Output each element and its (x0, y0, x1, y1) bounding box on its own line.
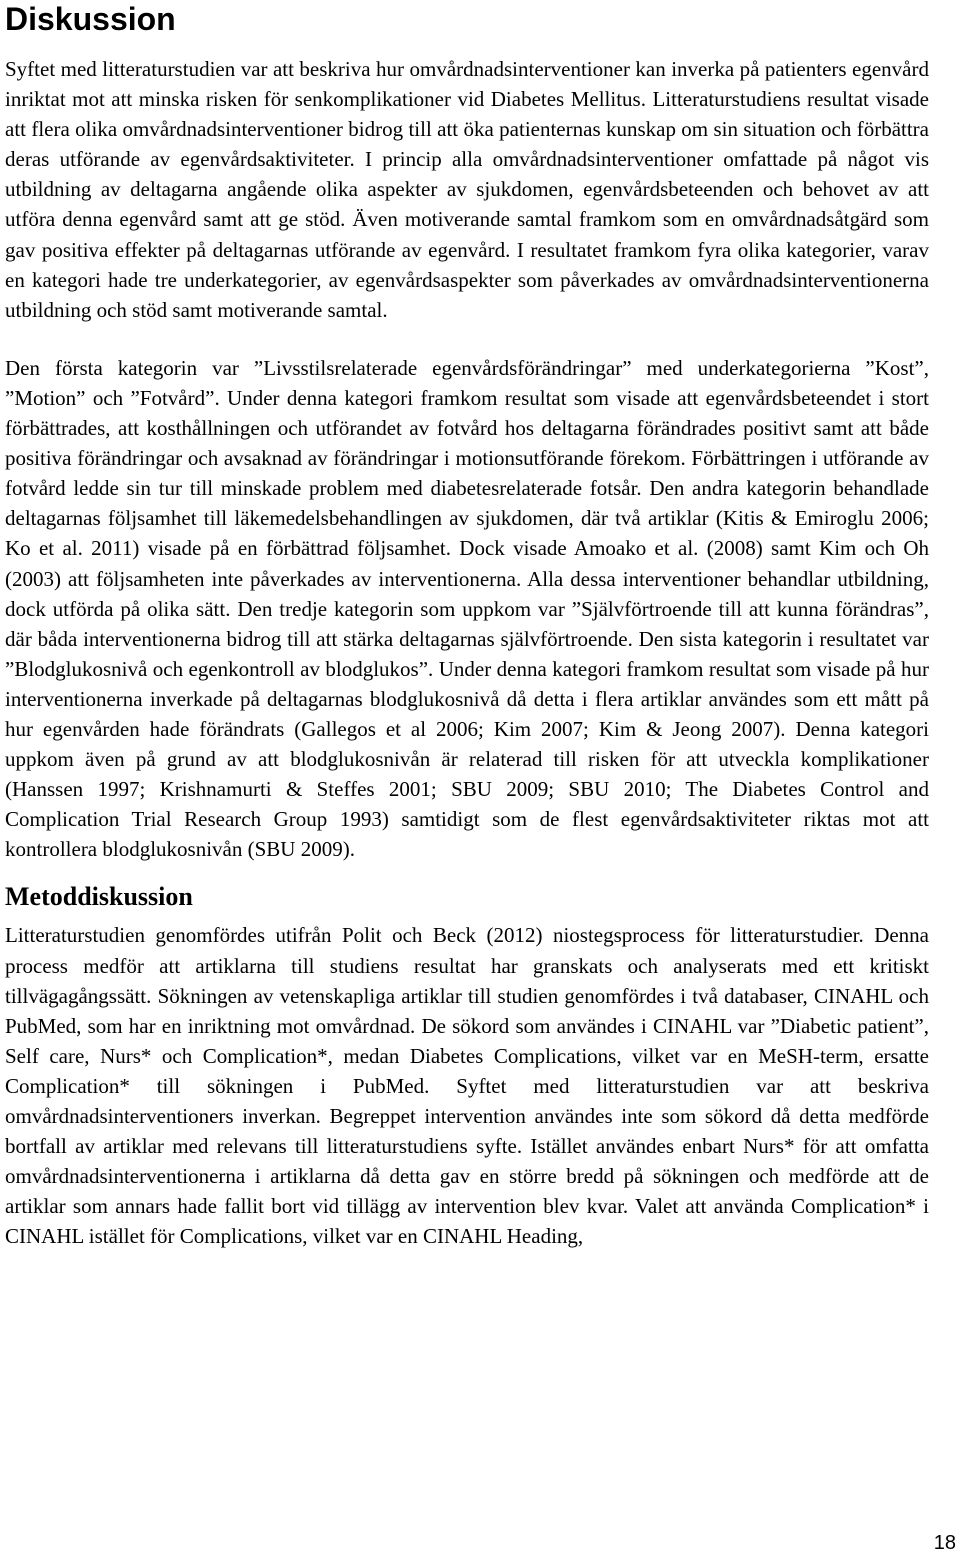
discussion-paragraph-1: Syftet med litteraturstudien var att beskriva hur omvårdnadsinterventioner kan inverka på patienters egenvård inriktat mot att minska risken för senkomplikationer vid Diabetes Mellitus. Litteraturstudiens resultat visade att flera olika omvårdnadsinterventioner bidrog till att öka patienternas kunskap om sin situation och förbättra deras utförande av egenvårdsaktiviteter. I princip alla omvårdnadsinterventioner omfattade på något vis utbildning av deltagarna angående olika aspekter av sjukdomen, egenvårdsbeteenden och behovet av att utföra denna egenvård samt att ge stöd. Även motiverande samtal framkom som en omvårdnadsåtgärd som gav positiva effekter på deltagarnas utförande av egenvård. I resultatet framkom fyra olika kategorier, varav en kategori hade tre underkategorier, av egenvårdsaspekter som påverkades av omvårdnadsinterventionerna utbildning och stöd samt motiverande samtal. (5, 57, 929, 322)
subsection-heading: Metoddiskussion (5, 882, 193, 912)
method-paragraph: Litteraturstudien genomfördes utifrån Polit och Beck (2012) niostegsprocess för litteraturstudier. Denna process medför att artiklarna till studiens resultat har granskats och analyserats med ett kritiskt tillvägagångssätt. Sökningen av vetenskapliga artiklar till studien genomfördes i två databaser, CINAHL och PubMed, som har en inriktning mot omvårdnad. De sökord som användes i CINAHL var ”Diabetic patient”, Self care, Nurs* och Complication*, medan Diabetes Complications, vilket var en MeSH-term, ersatte Complication* till sökningen i PubMed. Syftet med litteraturstudien var att beskriva omvårdnadsinterventioners inverkan. Begreppet intervention användes inte som sökord då detta medförde bortfall av artiklar med relevans till litteraturstudiens syfte. Istället användes enbart Nurs* för att omfatta omvårdnadsinterventionerna i artiklarna då detta gav en större bredd på sökningen och medförde att de artiklar som annars hade fallit bort vid tillägg av intervention blev kvar. Valet att använda Complication* i CINAHL istället för Complications, vilket var en CINAHL Heading, (5, 923, 929, 1249)
document-page (5, 0, 929, 1251)
page-number: 18 (933, 1532, 956, 1554)
section-heading: Diskussion (5, 1, 176, 37)
discussion-paragraph-2: Den första kategorin var ”Livsstilsrelaterade egenvårdsförändringar” med underkategorierna ”Kost”, ”Motion” och ”Fotvård”. Under denna kategori framkom resultat som visade att egenvårdsbeteendet i stort förbättrades, att kosthållningen och utförandet av fotvård hos deltagarna förändrades positivt samt att både positiva förändringar och avsaknad av förändringar i motionsutförande förekom. Förbättringen i utförande av fotvård ledde sin tur till minskade problem med diabetesrelaterade fotsår. Den andra kategorin behandlade deltagarnas följsamhet till läkemedelsbehandlingen av sjukdomen, där två artiklar (Kitis & Emiroglu 2006; Ko et al. 2011) visade på en förbättrad följsamhet. Dock visade Amoako et al. (2008) samt Kim och Oh (2003) att följsamheten inte påverkades av interventionerna. Alla dessa interventioner behandlar utbildning, dock utförda på olika sätt. Den tredje kategorin som uppkom var ”Självförtroende till att kunna förändras”, där båda interventionerna bidrog till att stärka deltagarnas självförtroende. Den sista kategorin i resultatet var ”Blodglukosnivå och egenkontroll av blodglukos”. Under denna kategori framkom resultat som visade på hur interventionerna inverkade på deltagarnas blodglukosnivå då detta i flera artiklar användes som ett mått på hur egenvården hade förändrats (Gallegos et al 2006; Kim 2007; Kim & Jeong 2007). Denna kategori uppkom även på grund av att blodglukosnivån är relaterad till risken för att utveckla komplikationer (Hanssen 1997; Krishnamurti & Steffes 2001; SBU 2009; SBU 2010; The Diabetes Control and Complication Trial Research Group 1993) samtidigt som de flest egenvårdsaktiviteter riktas mot att kontrollera blodglukosnivån (SBU 2009). (5, 355, 929, 862)
